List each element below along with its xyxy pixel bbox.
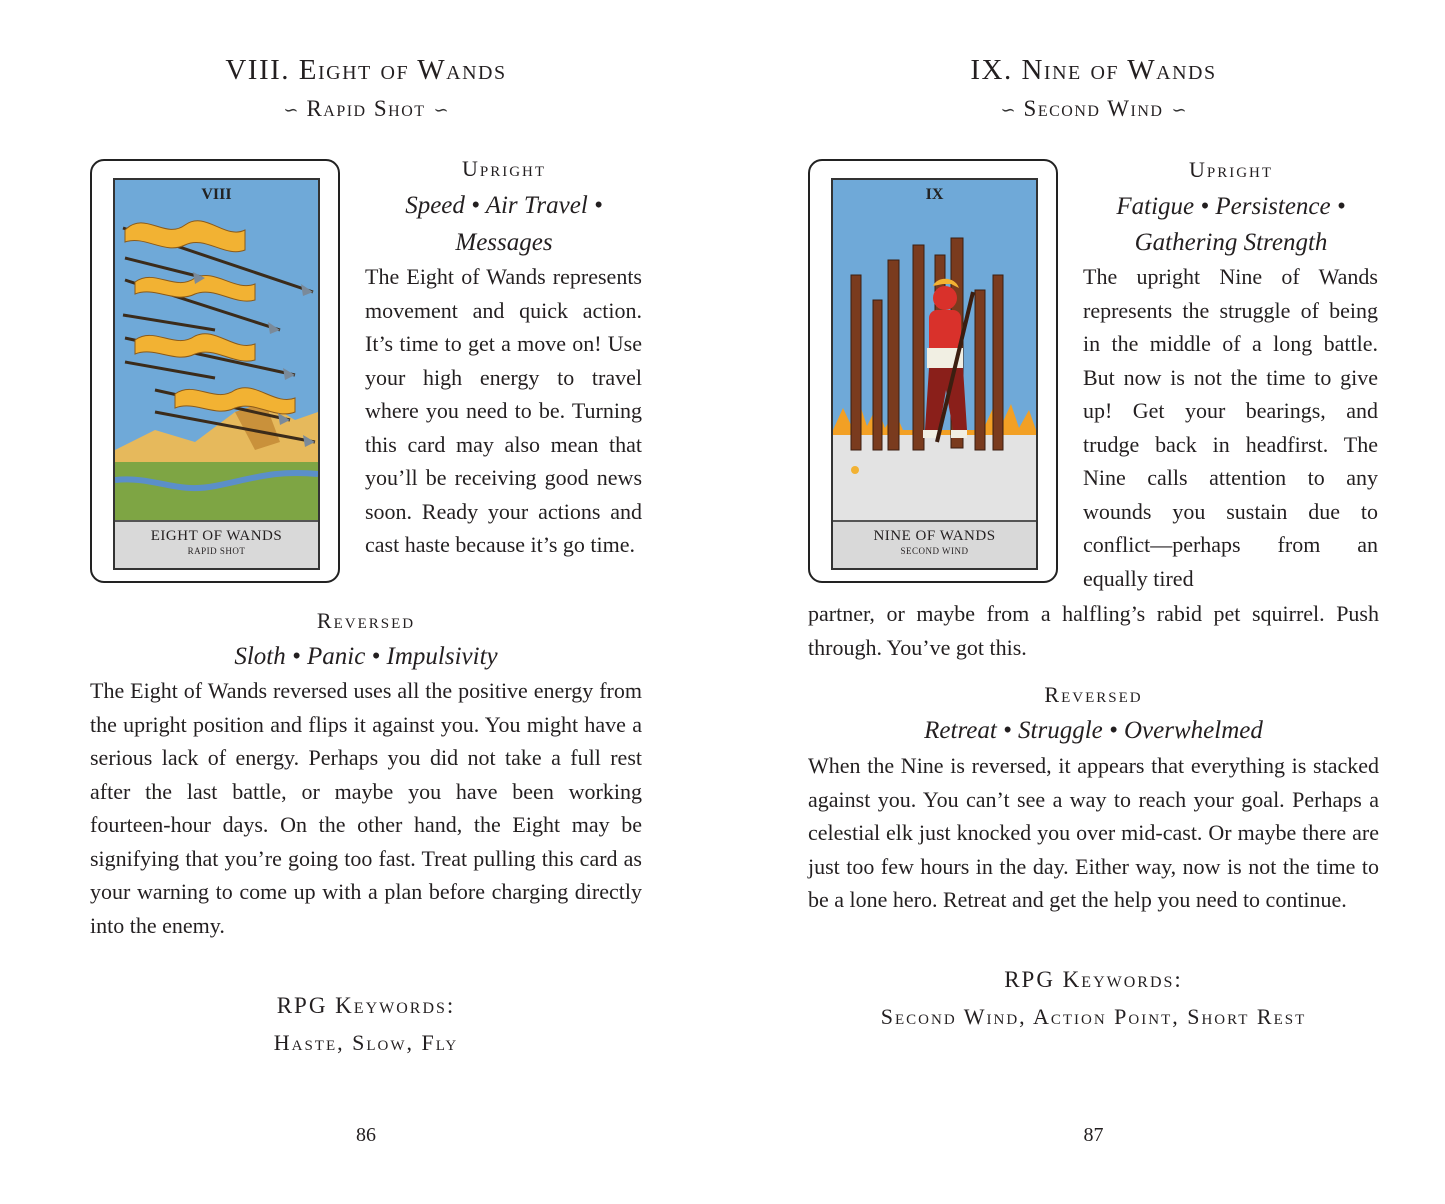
card-numeral: IX <box>925 186 944 203</box>
subtitle-text: Rapid Shot <box>306 96 426 121</box>
ornament-left-icon: ∽ <box>283 100 299 120</box>
reversed-paragraph: The Eight of Wands reversed uses all the positive energy from the upright position and flips it against you. You might have a serious lack of energy. Perhaps you did not take a full rest after the last battle, or maybe you have been working fourteen-hour days. On the other hand, the Eight may be signifying that you’re going too fast. Treat pulling this card as your warning to come up with a plan before charging directly into the enemy. <box>90 678 642 938</box>
ground <box>833 435 1036 525</box>
card-subname: SECOND WIND <box>900 546 969 556</box>
rpg-keywords-heading: RPG Keywords: <box>276 993 456 1018</box>
reversed-keywords: Sloth • Panic • Impulsivity <box>234 643 498 670</box>
right-page <box>808 0 1379 1204</box>
tarot-card-nine-of-wands <box>808 159 1058 583</box>
upright-paragraph: The Eight of Wands represents movement and quick action. It’s time to get a move on! Use your high energy to travel where you need to be. Turning this card may also mean that you’ll be receiving good news soon. Ready your actions and cast haste because it’s go time. <box>365 264 642 557</box>
ornament-left-icon: ∽ <box>1000 100 1016 120</box>
card-caption <box>115 520 318 568</box>
ornament-right-icon: ∽ <box>1171 100 1187 120</box>
page-title: VIII. Eight of Wands <box>225 54 507 86</box>
reversed-paragraph: When the Nine is reversed, it appears that everything is stacked against you. You can’t see a way to reach your goal. Perhaps a celestial elk just knocked you over mid-cast. Or maybe there are just too few hours in the day. Either way, now is not the time to be a lone hero. Retreat and get the help you need to continue. <box>808 753 1379 912</box>
page-number: 87 <box>1083 1124 1104 1146</box>
card-numeral: VIII <box>201 186 232 203</box>
left-page <box>90 0 642 1204</box>
card-illustration <box>113 178 320 570</box>
reversed-heading: Reversed <box>1044 682 1143 707</box>
upright-paragraph-below: partner, or maybe from a halfling’s rabid pet squirrel. Push through. You’ve got this. <box>808 601 1379 660</box>
rpg-keywords-heading: RPG Keywords: <box>1004 967 1183 992</box>
card-caption <box>833 520 1036 568</box>
card-illustration <box>831 178 1038 570</box>
card-name: EIGHT OF WANDS <box>150 528 283 544</box>
reversed-heading: Reversed <box>316 608 416 633</box>
upright-keywords-line2: Gathering Strength <box>1134 229 1328 256</box>
rpg-keywords-list: Haste, Slow, Fly <box>273 1030 459 1055</box>
upright-keywords-line1: Fatigue • Persistence • <box>1116 193 1346 220</box>
tarot-card-eight-of-wands <box>90 159 340 583</box>
card-name: NINE OF WANDS <box>873 528 996 544</box>
upright-heading: Upright <box>461 156 547 181</box>
page-number: 86 <box>356 1124 376 1146</box>
subtitle-text: Second Wind <box>1023 96 1164 121</box>
page-title: IX. Nine of Wands <box>970 54 1217 86</box>
page-subtitle <box>808 92 1379 127</box>
reversed-keywords: Retreat • Struggle • Overwhelmed <box>924 717 1263 744</box>
page-subtitle <box>90 92 642 127</box>
nine-of-wands-art <box>833 180 1036 568</box>
upright-heading: Upright <box>1188 157 1274 182</box>
ornament-right-icon: ∽ <box>433 100 449 120</box>
upright-paragraph-beside: The upright Nine of Wands represents the struggle of being in the middle of a long battle. But now is not the time to give up! Get your bearings, and trudge back in headfirst. The Nine calls attention to any wounds you sustain due to conflict—perhaps from an equally tired <box>1083 264 1378 591</box>
eight-of-wands-art <box>115 180 318 568</box>
upright-keywords-line1: Speed • Air Travel • <box>405 192 603 219</box>
upright-keywords-line2: Messages <box>455 229 553 256</box>
card-subname: RAPID SHOT <box>187 546 246 556</box>
rpg-keywords-list: Second Wind, Action Point, Short Rest <box>880 1004 1307 1029</box>
